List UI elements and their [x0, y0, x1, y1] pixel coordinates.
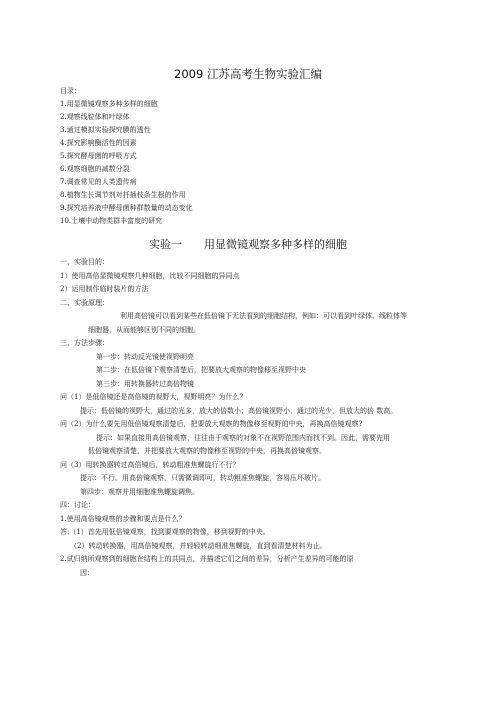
hint: 提示：如果直接用高倍镜观察，往往由于观察的对象不在视野范围内而找不到。因此，需要先用: [96, 433, 390, 442]
step: 第四步：观察并用细胞准焦螺旋调焦。: [80, 487, 199, 496]
toc-item: 5.探究酵母菌的呼吸方式: [60, 152, 137, 160]
paragraph: 1）使用高倍显微镜观察几种细胞，比较不同细胞的异同点: [60, 271, 240, 280]
section-heading: 三、方法步骤：: [60, 339, 109, 347]
toc-item: 9.探究培养液中酵母菌种群数量的动态变化: [60, 204, 193, 212]
hint: 低倍镜观察清楚，并把要放大观察的物像移至视野的中央，再换高倍镜观察。: [88, 447, 326, 455]
paragraph: 细胞器，从而能够区别不同的细胞。: [88, 325, 200, 334]
question: 问（1）是低倍镜还是高倍镜的视野大，视野明亮？为什么？: [60, 393, 247, 401]
question: 2.试归纳所观察到的细胞在结构上的共同点，并描述它们之间的差异，分析产生差异的可能的原: [60, 555, 354, 563]
toc-item: 4.探究影响酶活性的因素: [60, 139, 137, 147]
toc-item: 7.调查常见的人类遗传病: [60, 178, 137, 186]
step: 第二步：在低倍镜下观察清楚后，把要放大观察的物像移至视野中央: [96, 366, 306, 374]
step: 第三步：用转换器转过高倍物镜: [96, 379, 194, 388]
paragraph: 2）运用制作临时装片的方法: [60, 285, 149, 293]
document-body: [60, 256, 444, 580]
hint: 提示：低倍镜的视野大，通过的光多，放大的倍数小；高倍镜视野小，通过的光少，但放大的倍 数高。: [80, 406, 398, 415]
document-title: 2009 江苏高考生物实验汇编: [174, 67, 322, 81]
toc-item: 3.通过模拟实验探究膜的透性: [60, 126, 151, 134]
chapter-number: 实验一: [149, 238, 182, 251]
answer: 答:（1）首先用低倍镜观察，找到要观察的物像，移到视野的中央。: [60, 528, 270, 536]
section-heading: 二、实验原理：: [60, 298, 109, 307]
toc-item: 1.用显微镜观察多种多样的细胞: [60, 100, 158, 108]
toc-heading: 目录：: [60, 87, 81, 95]
toc-item: 8.植物生长调节剂对扦插枝条生根的作用: [60, 191, 186, 199]
section-heading: 四：讨论：: [60, 501, 95, 509]
chapter-name: 用显微镜观察多种多样的细胞: [204, 238, 347, 251]
step: 第一步：转动反光镜使视野明亮: [96, 352, 194, 361]
hint: 提示：不行。用高倍镜观察，只需微调即可，转动粗准焦螺旋，容易压坏玻片。: [80, 474, 325, 482]
toc-item: 6.观察细胞的减数分裂: [60, 165, 130, 173]
answer: （2）转动转换器，用高倍镜观察，并轻轻转动细准焦螺旋，直到看清楚材料为止。: [70, 541, 327, 550]
question: 问（3）用转换器转过高倍镜后，转动粗准焦螺旋行不行？: [60, 460, 240, 469]
chapter-heading: [0, 236, 496, 252]
question: 问（2）为什么要先用低倍镜观察清楚后，把要放大观察的物像移至视野的中央，再换高倍镜观察?: [60, 420, 363, 428]
section-heading: 一、实验目的：: [60, 258, 109, 266]
toc-item: 2.观察线粒体和叶绿体: [60, 113, 130, 121]
question: 1.使用高倍镜观察的步骤和要点是什么？: [60, 514, 186, 523]
table-of-contents: [60, 85, 193, 228]
paragraph: 因：: [80, 568, 94, 577]
paragraph: 利用高倍镜可以看到某些在低倍镜下无法看到的细胞结构，例如：可以看到叶绿体、线粒体等: [120, 312, 407, 320]
toc-item: 10.土壤中动物类群丰富度的研究: [60, 217, 163, 225]
